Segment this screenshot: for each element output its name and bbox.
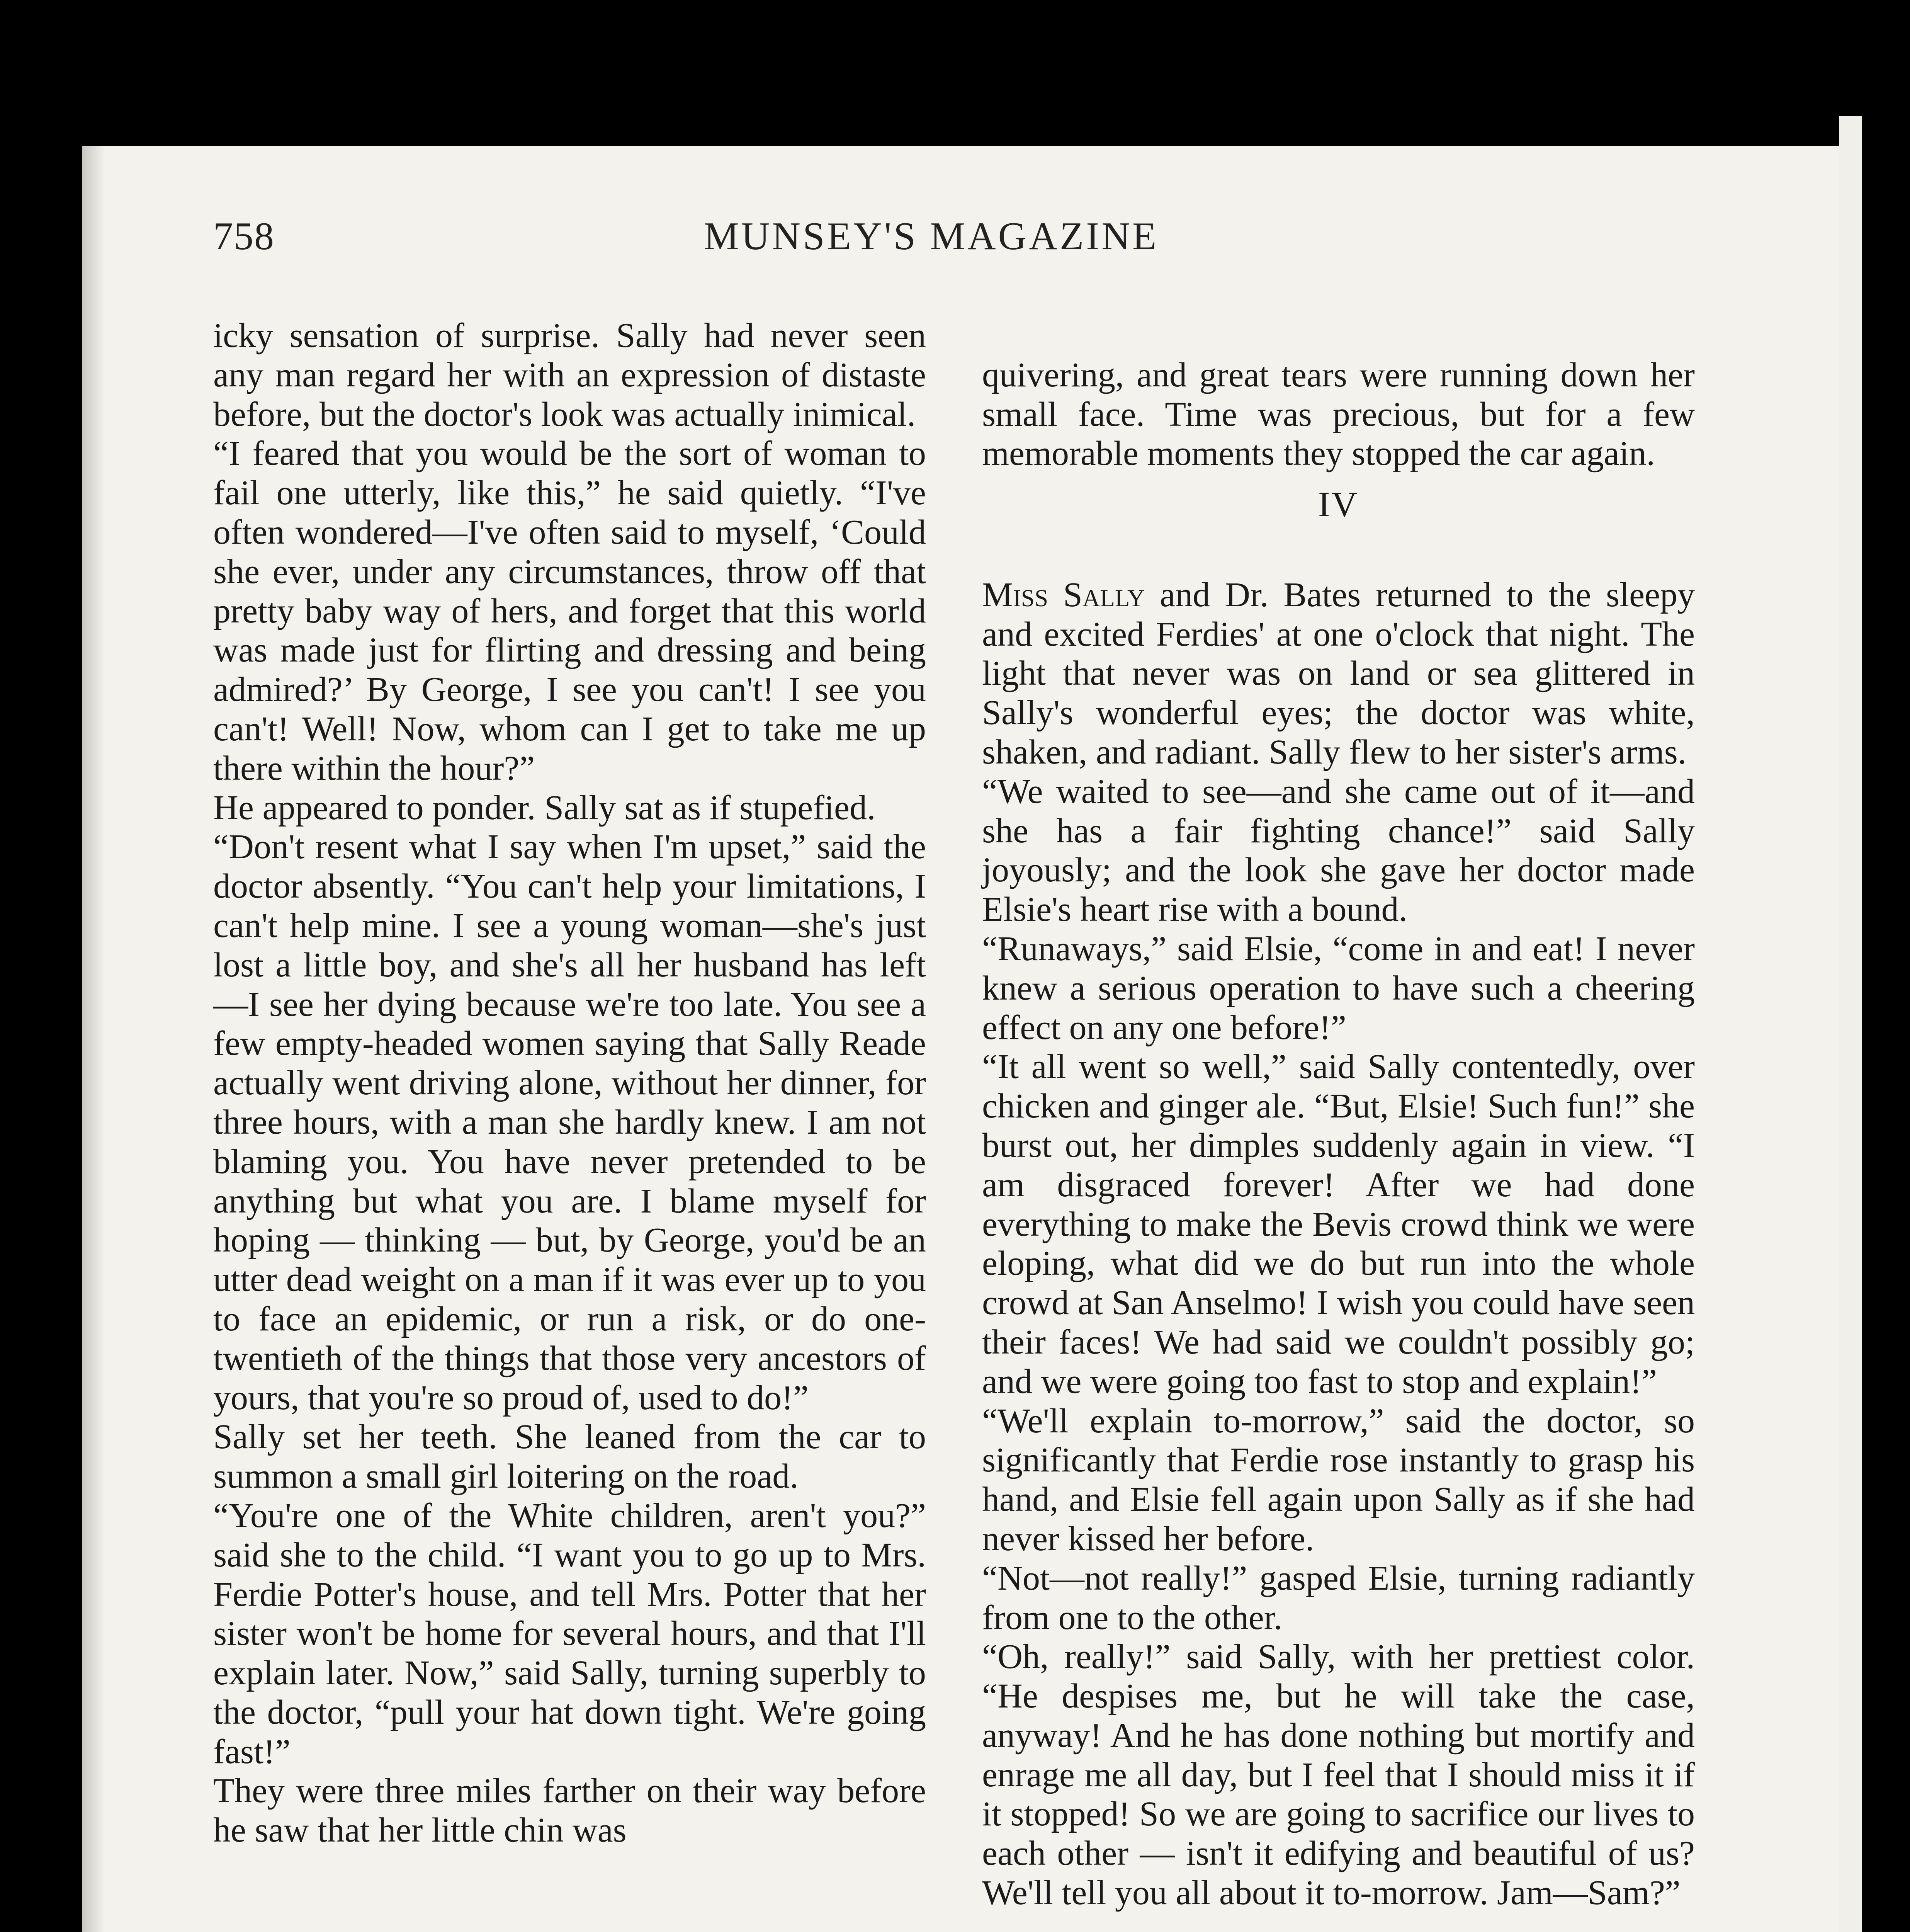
- magazine-page: [82, 146, 1845, 1932]
- running-head: MUNSEY'S MAGAZINE: [704, 214, 1159, 258]
- section-number: IV: [1318, 485, 1359, 524]
- page-number: 758: [213, 214, 275, 258]
- right-column-opening-paragraph: quivering, and great tears were running down her small face. Time was precious, but for a few memorable moments they stopped the car again.: [982, 355, 1695, 473]
- smallcaps-lead-in: Miss Sally: [982, 575, 1145, 614]
- right-text-column: [982, 316, 1695, 1913]
- next-page-edge: [1839, 116, 1862, 1932]
- right-column-body: and Dr. Bates returned to the sleepy and excited Ferdies' at one o'clock that night. The light that never was on land or sea glittered in Sally's wonderful eyes; the doctor was white, shaken, and radiant. Sally flew to her sister's arms. “We waited to see—and she came out of it—and she has a fair fighting chance!” said Sally joyously; and the look she gave her doctor made Elsie's heart rise with a bound. “Runaways,” said Elsie, “come in and eat! I never knew a serious operation to have such a cheering effect on any one before!” “It all went so well,” said Sally contentedly, over chicken and ginger ale. “But, Elsie! Such fun!” she burst out, her dimples suddenly again in view. “I am disgraced forever! After we had done everything to make the Bevis crowd think we were eloping, what did we do but run into the whole crowd at San Anselmo! I wish you could have seen their faces! We had said we couldn't possibly go; and we were going too fast to stop and explain!” “We'll explain to-morrow,” said the doctor, so significantly that Ferdie rose instantly to grasp his hand, and Elsie fell again upon Sally as if she had never kissed her before. “Not—not really!” gasped Elsie, turning radiantly from one to the other. “Oh, really!” said Sally, with her prettiest color. “He despises me, but he will take the case, anyway! And he has done nothing but mortify and enrage me all day, but I feel that I should miss it if it stopped! So we are going to sacrifice our lives to each other — isn't it edifying and beautiful of us? We'll tell you all about it to-morrow. Jam—Sam?”: [982, 575, 1695, 1912]
- left-text-column: icky sensation of surprise. Sally had never seen any man regard her with an expression of distaste before, but the doctor's look was actually inimical. “I feared that you would be the sort of woman to fail one utterly, like this,” he said quietly. “I've often wondered—I've often said to myself, ‘Could she ever, under any circumstances, throw off that pretty baby way of hers, and forget that this world was made just for flirting and dressing and being admired?’ By George, I see you can't! I see you can't! Well! Now, whom can I get to take me up there within the hour?” He appeared to ponder. Sally sat as if stupefied. “Don't resent what I say when I'm upset,” said the doctor absently. “You can't help your limitations, I can't help mine. I see a young woman—she's just lost a little boy, and she's all her husband has left—I see her dying because we're too late. You see a few empty-headed women saying that Sally Reade actually went driving alone, without her dinner, for three hours, with a man she hardly knew. I am not blaming you. You have never pretended to be anything but what you are. I blame myself for hoping — thinking — but, by George, you'd be an utter dead weight on a man if it was ever up to you to face an epidemic, or run a risk, or do one-twentieth of the things that those very ancestors of yours, that you're so proud of, used to do!” Sally set her teeth. She leaned from the car to summon a small girl loitering on the road. “You're one of the White children, aren't you?” said she to the child. “I want you to go up to Mrs. Ferdie Potter's house, and tell Mrs. Potter that her sister won't be home for several hours, and that I'll explain later. Now,” said Sally, turning superbly to the doctor, “pull your hat down tight. We're going fast!” They were three miles farther on their way before he saw that her little chin was: [213, 316, 926, 1850]
- page-spine-shadow: [82, 146, 105, 1932]
